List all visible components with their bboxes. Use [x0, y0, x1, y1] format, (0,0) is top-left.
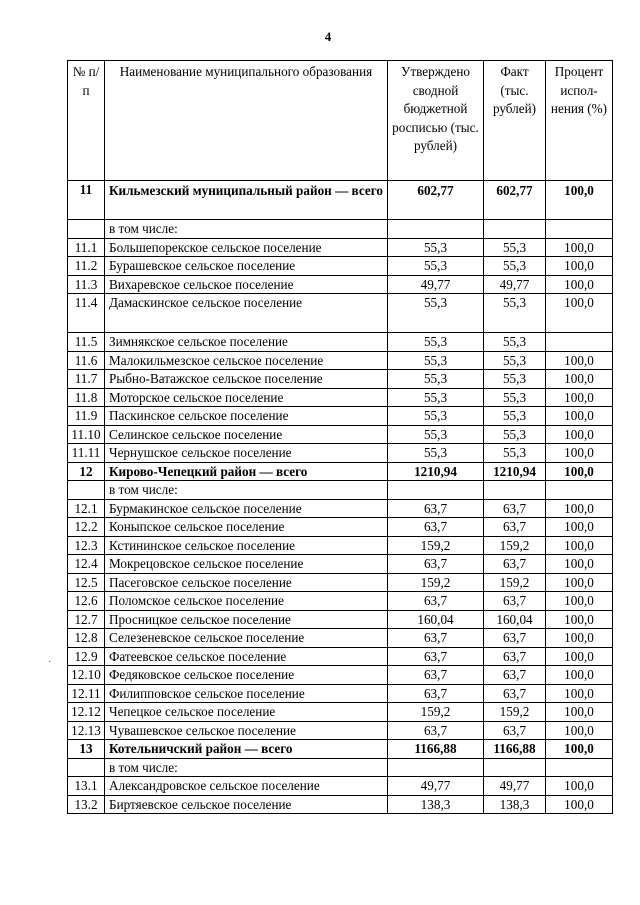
subheading-row — [68, 220, 613, 239]
row-number: 11.4 — [68, 294, 105, 333]
row-name: Фатеевское сельское поселение — [105, 647, 388, 666]
table-row — [68, 444, 613, 463]
table-row — [68, 257, 613, 276]
row-fact: 55,3 — [484, 333, 546, 352]
row-approved: 55,3 — [388, 257, 484, 276]
table-row — [68, 777, 613, 796]
district-total-row — [68, 740, 613, 759]
table-row — [68, 666, 613, 685]
row-approved: 55,3 — [388, 351, 484, 370]
row-approved: 55,3 — [388, 370, 484, 389]
row-percent: 100,0 — [546, 238, 613, 257]
row-name: Бурмакинское сельское поселение — [105, 499, 388, 518]
row-fact: 159,2 — [484, 703, 546, 722]
row-approved: 63,7 — [388, 684, 484, 703]
table-row — [68, 703, 613, 722]
row-number: 12.9 — [68, 647, 105, 666]
subheading-row — [68, 758, 613, 777]
row-name: Коныпское сельское поселение — [105, 518, 388, 537]
table-row — [68, 684, 613, 703]
row-approved: 55,3 — [388, 425, 484, 444]
row-approved: 159,2 — [388, 536, 484, 555]
row-fact: 63,7 — [484, 666, 546, 685]
row-number: 12.8 — [68, 629, 105, 648]
table-header-row — [68, 61, 613, 181]
row-percent: 100,0 — [546, 592, 613, 611]
row-name: Малокильмезское сельское поселение — [105, 351, 388, 370]
table-row — [68, 592, 613, 611]
row-fact: 55,3 — [484, 407, 546, 426]
row-name: Пасеговское сельское поселение — [105, 573, 388, 592]
table-row — [68, 518, 613, 537]
row-name: Селинское сельское поселение — [105, 425, 388, 444]
header-approved: Утверждено сводной бюджетной росписью (тыс. рублей) — [388, 61, 484, 181]
row-name: Чепецкое сельское поселение — [105, 703, 388, 722]
row-approved: 55,3 — [388, 238, 484, 257]
row-number: 12 — [68, 462, 105, 481]
row-fact — [484, 220, 546, 239]
row-fact: 138,3 — [484, 795, 546, 814]
budget-execution-table — [67, 60, 613, 814]
row-percent: 100,0 — [546, 499, 613, 518]
table-row — [68, 499, 613, 518]
row-approved — [388, 220, 484, 239]
row-number — [68, 481, 105, 500]
row-fact: 55,3 — [484, 351, 546, 370]
row-number: 12.3 — [68, 536, 105, 555]
row-percent: 100,0 — [546, 536, 613, 555]
row-approved: 63,7 — [388, 721, 484, 740]
row-number: 11.11 — [68, 444, 105, 463]
row-number — [68, 220, 105, 239]
row-fact: 49,77 — [484, 275, 546, 294]
row-percent: 100,0 — [546, 684, 613, 703]
row-fact: 55,3 — [484, 238, 546, 257]
row-approved: 159,2 — [388, 573, 484, 592]
row-fact: 55,3 — [484, 425, 546, 444]
row-approved: 63,7 — [388, 555, 484, 574]
row-percent: 100,0 — [546, 777, 613, 796]
row-name: Чернушское сельское поселение — [105, 444, 388, 463]
row-name: Кирово-Чепецкий район — всего — [105, 462, 388, 481]
row-approved: 63,7 — [388, 518, 484, 537]
row-approved: 63,7 — [388, 647, 484, 666]
row-fact: 63,7 — [484, 518, 546, 537]
row-number: 12.2 — [68, 518, 105, 537]
table-row — [68, 275, 613, 294]
table-row — [68, 795, 613, 814]
header-fact: Факт (тыс. рублей) — [484, 61, 546, 181]
row-number: 11.3 — [68, 275, 105, 294]
row-approved — [388, 481, 484, 500]
row-number: 13 — [68, 740, 105, 759]
row-name: Котельничский район — всего — [105, 740, 388, 759]
row-percent: 100,0 — [546, 407, 613, 426]
row-fact: 55,3 — [484, 370, 546, 389]
row-fact: 55,3 — [484, 294, 546, 333]
subheading-row — [68, 481, 613, 500]
row-fact: 159,2 — [484, 536, 546, 555]
row-number: 12.7 — [68, 610, 105, 629]
row-name: Селезеневское сельское поселение — [105, 629, 388, 648]
row-percent: 100,0 — [546, 425, 613, 444]
row-name: Поломское сельское поселение — [105, 592, 388, 611]
row-number: 12.1 — [68, 499, 105, 518]
header-num: № п/п — [68, 61, 105, 181]
row-fact: 160,04 — [484, 610, 546, 629]
row-name: Моторское сельское поселение — [105, 388, 388, 407]
row-number: 12.5 — [68, 573, 105, 592]
row-percent: 100,0 — [546, 647, 613, 666]
table-row — [68, 536, 613, 555]
row-percent: 100,0 — [546, 629, 613, 648]
row-percent: 100,0 — [546, 351, 613, 370]
row-name: Мокрецовское сельское поселение — [105, 555, 388, 574]
row-fact: 63,7 — [484, 647, 546, 666]
row-fact: 63,7 — [484, 499, 546, 518]
row-number: 12.6 — [68, 592, 105, 611]
row-percent — [546, 220, 613, 239]
row-number: 12.4 — [68, 555, 105, 574]
row-name: Кильмезский муниципальный район — всего — [105, 181, 388, 220]
table-row — [68, 238, 613, 257]
row-name: Федяковское сельское поселение — [105, 666, 388, 685]
row-name: Чувашевское сельское поселение — [105, 721, 388, 740]
row-number: 11.2 — [68, 257, 105, 276]
row-approved: 55,3 — [388, 444, 484, 463]
row-name: Просницкое сельское поселение — [105, 610, 388, 629]
row-percent: 100,0 — [546, 795, 613, 814]
header-percent: Процент испол-нения (%) — [546, 61, 613, 181]
row-percent: 100,0 — [546, 388, 613, 407]
row-approved: 63,7 — [388, 629, 484, 648]
header-name: Наименование муниципального образования — [105, 61, 388, 181]
row-number: 11.1 — [68, 238, 105, 257]
row-name: Рыбно-Ватажское сельское поселение — [105, 370, 388, 389]
row-approved: 55,3 — [388, 388, 484, 407]
row-approved: 55,3 — [388, 294, 484, 333]
row-percent — [546, 481, 613, 500]
row-fact: 1210,94 — [484, 462, 546, 481]
row-fact: 55,3 — [484, 257, 546, 276]
row-approved — [388, 758, 484, 777]
row-approved: 602,77 — [388, 181, 484, 220]
row-percent: 100,0 — [546, 573, 613, 592]
row-percent: 100,0 — [546, 294, 613, 333]
row-fact: 55,3 — [484, 444, 546, 463]
row-percent: 100,0 — [546, 257, 613, 276]
row-percent: 100,0 — [546, 703, 613, 722]
row-approved: 49,77 — [388, 275, 484, 294]
row-fact: 49,77 — [484, 777, 546, 796]
row-name: Дамаскинское сельское поселение — [105, 294, 388, 333]
row-number — [68, 758, 105, 777]
row-percent: 100,0 — [546, 275, 613, 294]
row-name: Паскинское сельское поселение — [105, 407, 388, 426]
row-number: 11 — [68, 181, 105, 220]
row-number: 13.2 — [68, 795, 105, 814]
table-row — [68, 294, 613, 333]
table-row — [68, 425, 613, 444]
row-percent: 100,0 — [546, 740, 613, 759]
row-approved: 1166,88 — [388, 740, 484, 759]
row-approved: 159,2 — [388, 703, 484, 722]
table-row — [68, 333, 613, 352]
row-percent: 100,0 — [546, 181, 613, 220]
row-percent: 100,0 — [546, 610, 613, 629]
row-percent: 100,0 — [546, 555, 613, 574]
row-name: Филипповское сельское поселение — [105, 684, 388, 703]
row-number: 12.12 — [68, 703, 105, 722]
row-percent: 100,0 — [546, 370, 613, 389]
row-percent — [546, 333, 613, 352]
row-name: Александровское сельское поселение — [105, 777, 388, 796]
row-percent: 100,0 — [546, 666, 613, 685]
row-name: Биртяевское сельское поселение — [105, 795, 388, 814]
row-name: в том числе: — [105, 481, 388, 500]
row-name: Вихаревское сельское поселение — [105, 275, 388, 294]
row-name: в том числе: — [105, 758, 388, 777]
row-number: 12.11 — [68, 684, 105, 703]
row-approved: 160,04 — [388, 610, 484, 629]
row-fact: 63,7 — [484, 555, 546, 574]
row-name: Кстининское сельское поселение — [105, 536, 388, 555]
table-row — [68, 647, 613, 666]
row-name: Зимнякское сельское поселение — [105, 333, 388, 352]
row-approved: 49,77 — [388, 777, 484, 796]
row-number: 11.7 — [68, 370, 105, 389]
row-fact: 63,7 — [484, 684, 546, 703]
row-fact — [484, 758, 546, 777]
row-fact: 159,2 — [484, 573, 546, 592]
table-body — [68, 181, 613, 814]
district-total-row — [68, 462, 613, 481]
row-approved: 138,3 — [388, 795, 484, 814]
row-percent: 100,0 — [546, 518, 613, 537]
row-approved: 63,7 — [388, 592, 484, 611]
row-number: 12.10 — [68, 666, 105, 685]
table-row — [68, 573, 613, 592]
table-row — [68, 388, 613, 407]
row-number: 12.13 — [68, 721, 105, 740]
row-number: 11.10 — [68, 425, 105, 444]
row-number: 11.9 — [68, 407, 105, 426]
table-row — [68, 370, 613, 389]
row-number: 13.1 — [68, 777, 105, 796]
row-approved: 63,7 — [388, 666, 484, 685]
page-number: 4 — [324, 29, 332, 44]
table-row — [68, 555, 613, 574]
row-fact: 63,7 — [484, 592, 546, 611]
row-name: Большепорекское сельское поселение — [105, 238, 388, 257]
row-approved: 1210,94 — [388, 462, 484, 481]
row-number: 11.8 — [68, 388, 105, 407]
row-percent: 100,0 — [546, 462, 613, 481]
row-name: Бурашевское сельское поселение — [105, 257, 388, 276]
row-fact: 55,3 — [484, 388, 546, 407]
row-fact: 1166,88 — [484, 740, 546, 759]
row-percent — [546, 758, 613, 777]
row-fact: 63,7 — [484, 721, 546, 740]
row-number: 11.5 — [68, 333, 105, 352]
row-number: 11.6 — [68, 351, 105, 370]
table-row — [68, 351, 613, 370]
row-fact: 63,7 — [484, 629, 546, 648]
margin-dot: · — [48, 657, 52, 668]
table-row — [68, 407, 613, 426]
row-fact: 602,77 — [484, 181, 546, 220]
row-name: в том числе: — [105, 220, 388, 239]
table-row — [68, 721, 613, 740]
row-approved: 63,7 — [388, 499, 484, 518]
row-percent: 100,0 — [546, 721, 613, 740]
table-row — [68, 610, 613, 629]
district-total-row — [68, 181, 613, 220]
row-approved: 55,3 — [388, 333, 484, 352]
table-row — [68, 629, 613, 648]
row-approved: 55,3 — [388, 407, 484, 426]
row-fact — [484, 481, 546, 500]
row-percent: 100,0 — [546, 444, 613, 463]
